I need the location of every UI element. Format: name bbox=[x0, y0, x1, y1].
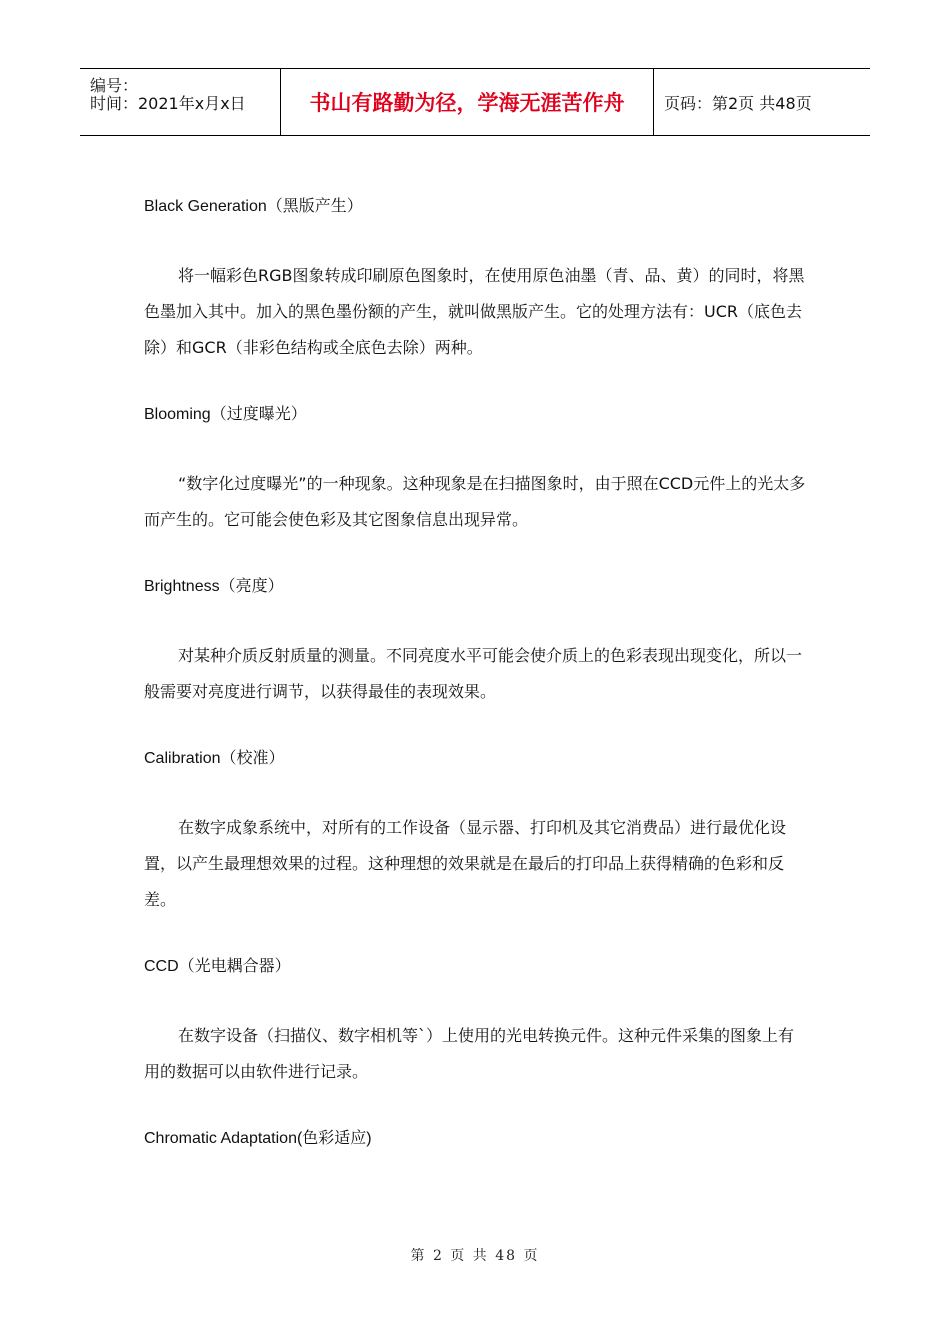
glossary-term: Black Generation（黑版产生） bbox=[144, 198, 363, 215]
header-motto: 书山有路勤为径，学海无涯苦作舟 bbox=[281, 69, 654, 135]
glossary-term: Chromatic Adaptation(色彩适应) bbox=[144, 1130, 372, 1147]
document-date: 时间：2021年x月x日 bbox=[90, 94, 246, 113]
glossary-definition: 在数字成象系统中，对所有的工作设备（显示器、打印机及其它消费品）进行最优化设置，以产生最理想效果的过程。这种理想的效果就是在最后的打印品上获得精确的色彩和反差。 bbox=[144, 818, 787, 909]
header-page-info: 页码：第2页 共48页 bbox=[664, 93, 812, 113]
glossary-term: Calibration（校准） bbox=[144, 750, 285, 767]
glossary-term: Blooming（过度曝光） bbox=[144, 406, 307, 423]
glossary-term: CCD（光电耦合器） bbox=[144, 958, 291, 975]
page-footer: 第 2 页 共 48 页 bbox=[410, 1248, 540, 1264]
glossary-term: Brightness（亮度） bbox=[144, 578, 284, 595]
document-number-label: 编号： bbox=[90, 76, 139, 95]
header-meta-cell bbox=[80, 69, 281, 135]
glossary-definition: 在数字设备（扫描仪、数字相机等`）上使用的光电转换元件。这种元件采集的图象上有用的数据可以由软件进行记录。 bbox=[144, 1026, 795, 1081]
glossary-definition: 对某种介质反射质量的测量。不同亮度水平可能会使介质上的色彩表现出现变化，所以一般需要对亮度进行调节，以获得最佳的表现效果。 bbox=[144, 646, 803, 701]
glossary-definition: “数字化过度曝光”的一种现象。这种现象是在扫描图象时，由于照在CCD元件上的光太多而产生的。它可能会使色彩及其它图象信息出现异常。 bbox=[144, 474, 806, 529]
page-header bbox=[80, 68, 870, 136]
document-body bbox=[144, 194, 806, 1152]
glossary-definition: 将一幅彩色RGB图象转成印刷原色图象时，在使用原色油墨（青、品、黄）的同时，将黑色墨加入其中。加入的黑色墨份额的产生，就叫做黑版产生。它的处理方法有：UCR（底色去除）和GCR（非彩色结构或全底色去除）两种。 bbox=[144, 266, 805, 357]
